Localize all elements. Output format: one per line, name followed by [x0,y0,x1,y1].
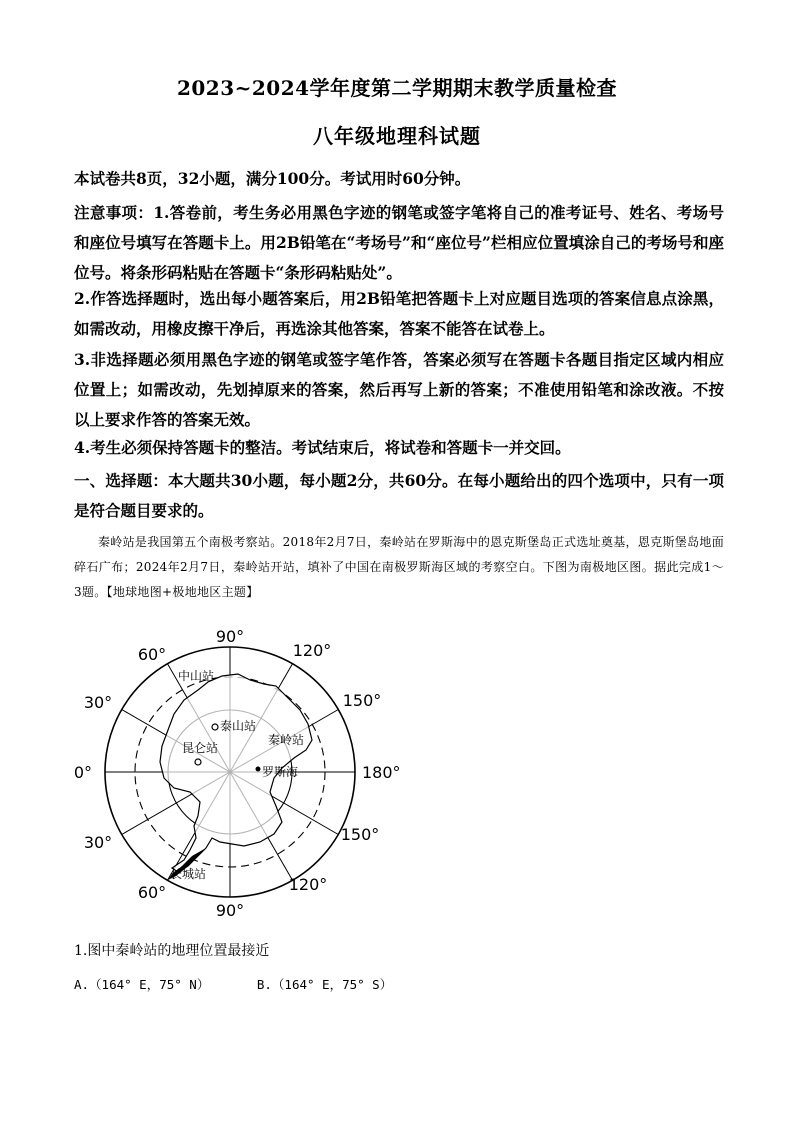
exam-title: 2023~2024学年度第二学期期末教学质量检查 [176,76,618,100]
label-0: 0° [73,763,92,782]
question-1-stem: 1.图中秦岭站的地理位置最接近 [74,943,270,959]
label-90-top: 90° [215,627,245,646]
label-taishan: 泰山站 [220,719,257,733]
map-graticule [105,647,355,897]
option-b: B.（164° E，75° S） [256,977,393,992]
label-180: 180° [362,763,401,782]
material-text: 秦岭站是我国第五个南极考察站。2018年2月7日，秦岭站在罗斯海中的恩克斯堡岛正式选址奠基，恩克斯堡岛地面碎石广布；2024年2月7日，秦岭站开站，填补了中国在南极罗斯海区域的考察空白。下图为南极地区图。据此完成1～3题。【地球地图+极地地区主题】 [74,535,724,599]
label-120-upper-right: 120° [292,641,332,660]
question-1-options [74,975,432,993]
label-150-lower-right: 150° [340,825,380,844]
label-60-lower-left: 60° [137,883,167,902]
label-zhongshan: 中山站 [178,669,215,683]
label-30-upper-left: 30° [83,693,113,712]
note-3: 3.非选择题必须用黑色字迹的钢笔或签字笔作答，答案必须写在答题卡各题目指定区域内相应位置上；如需改动，先划掉原来的答案，然后再写上新的答案；不准使用铅笔和涂改液。不按以上要求作答的答案无效。 [74,350,724,429]
note-2: 2.作答选择题时，选出每小题答案后，用2B铅笔把答题卡上对应题目选项的答案信息点涂黑，如需改动，用橡皮擦干净后，再选涂其他答案，答案不能答在试卷上。 [74,289,724,338]
qinling-station-marker [256,767,261,772]
section-heading: 一、选择题：本大题共30小题，每小题2分，共60分。在每小题给出的四个选项中，只有一项是符合题目要求的。 [74,471,724,520]
intro-text: 本试卷共8页，32小题，满分100分。考试用时60分钟。 [74,169,471,188]
label-60-upper-left: 60° [137,645,167,664]
label-qinling: 秦岭站 [268,733,305,747]
label-kunlun: 昆仑站 [182,741,219,755]
exam-subtitle: 八年级地理科试题 [313,124,481,148]
label-120-lower-right: 120° [288,875,328,894]
label-150-upper-right: 150° [342,691,382,710]
label-changcheng: 长城站 [170,867,207,881]
note-4: 4.考生必须保持答题卡的整洁。考试结束后，将试卷和答题卡一并交回。 [74,438,571,457]
kunlun-station-marker [195,759,201,765]
label-ross-sea: 罗斯海 [262,765,299,779]
label-30-lower-left: 30° [83,833,113,852]
label-90-bottom: 90° [215,901,245,920]
option-a: A.（164° E，75° N） [74,977,210,992]
antarctica-map [72,620,412,920]
taishan-station-marker [212,724,218,730]
note-1: 注意事项：1.答卷前，考生务必用黑色字迹的钢笔或签字笔将自己的准考证号、姓名、考场号和座位号填写在答题卡上。用2B铅笔在“考场号”和“座位号”栏相应位置填涂自己的考场号和座位号。将条形码粘贴在答题卡“条形码粘贴处”。 [74,203,724,282]
